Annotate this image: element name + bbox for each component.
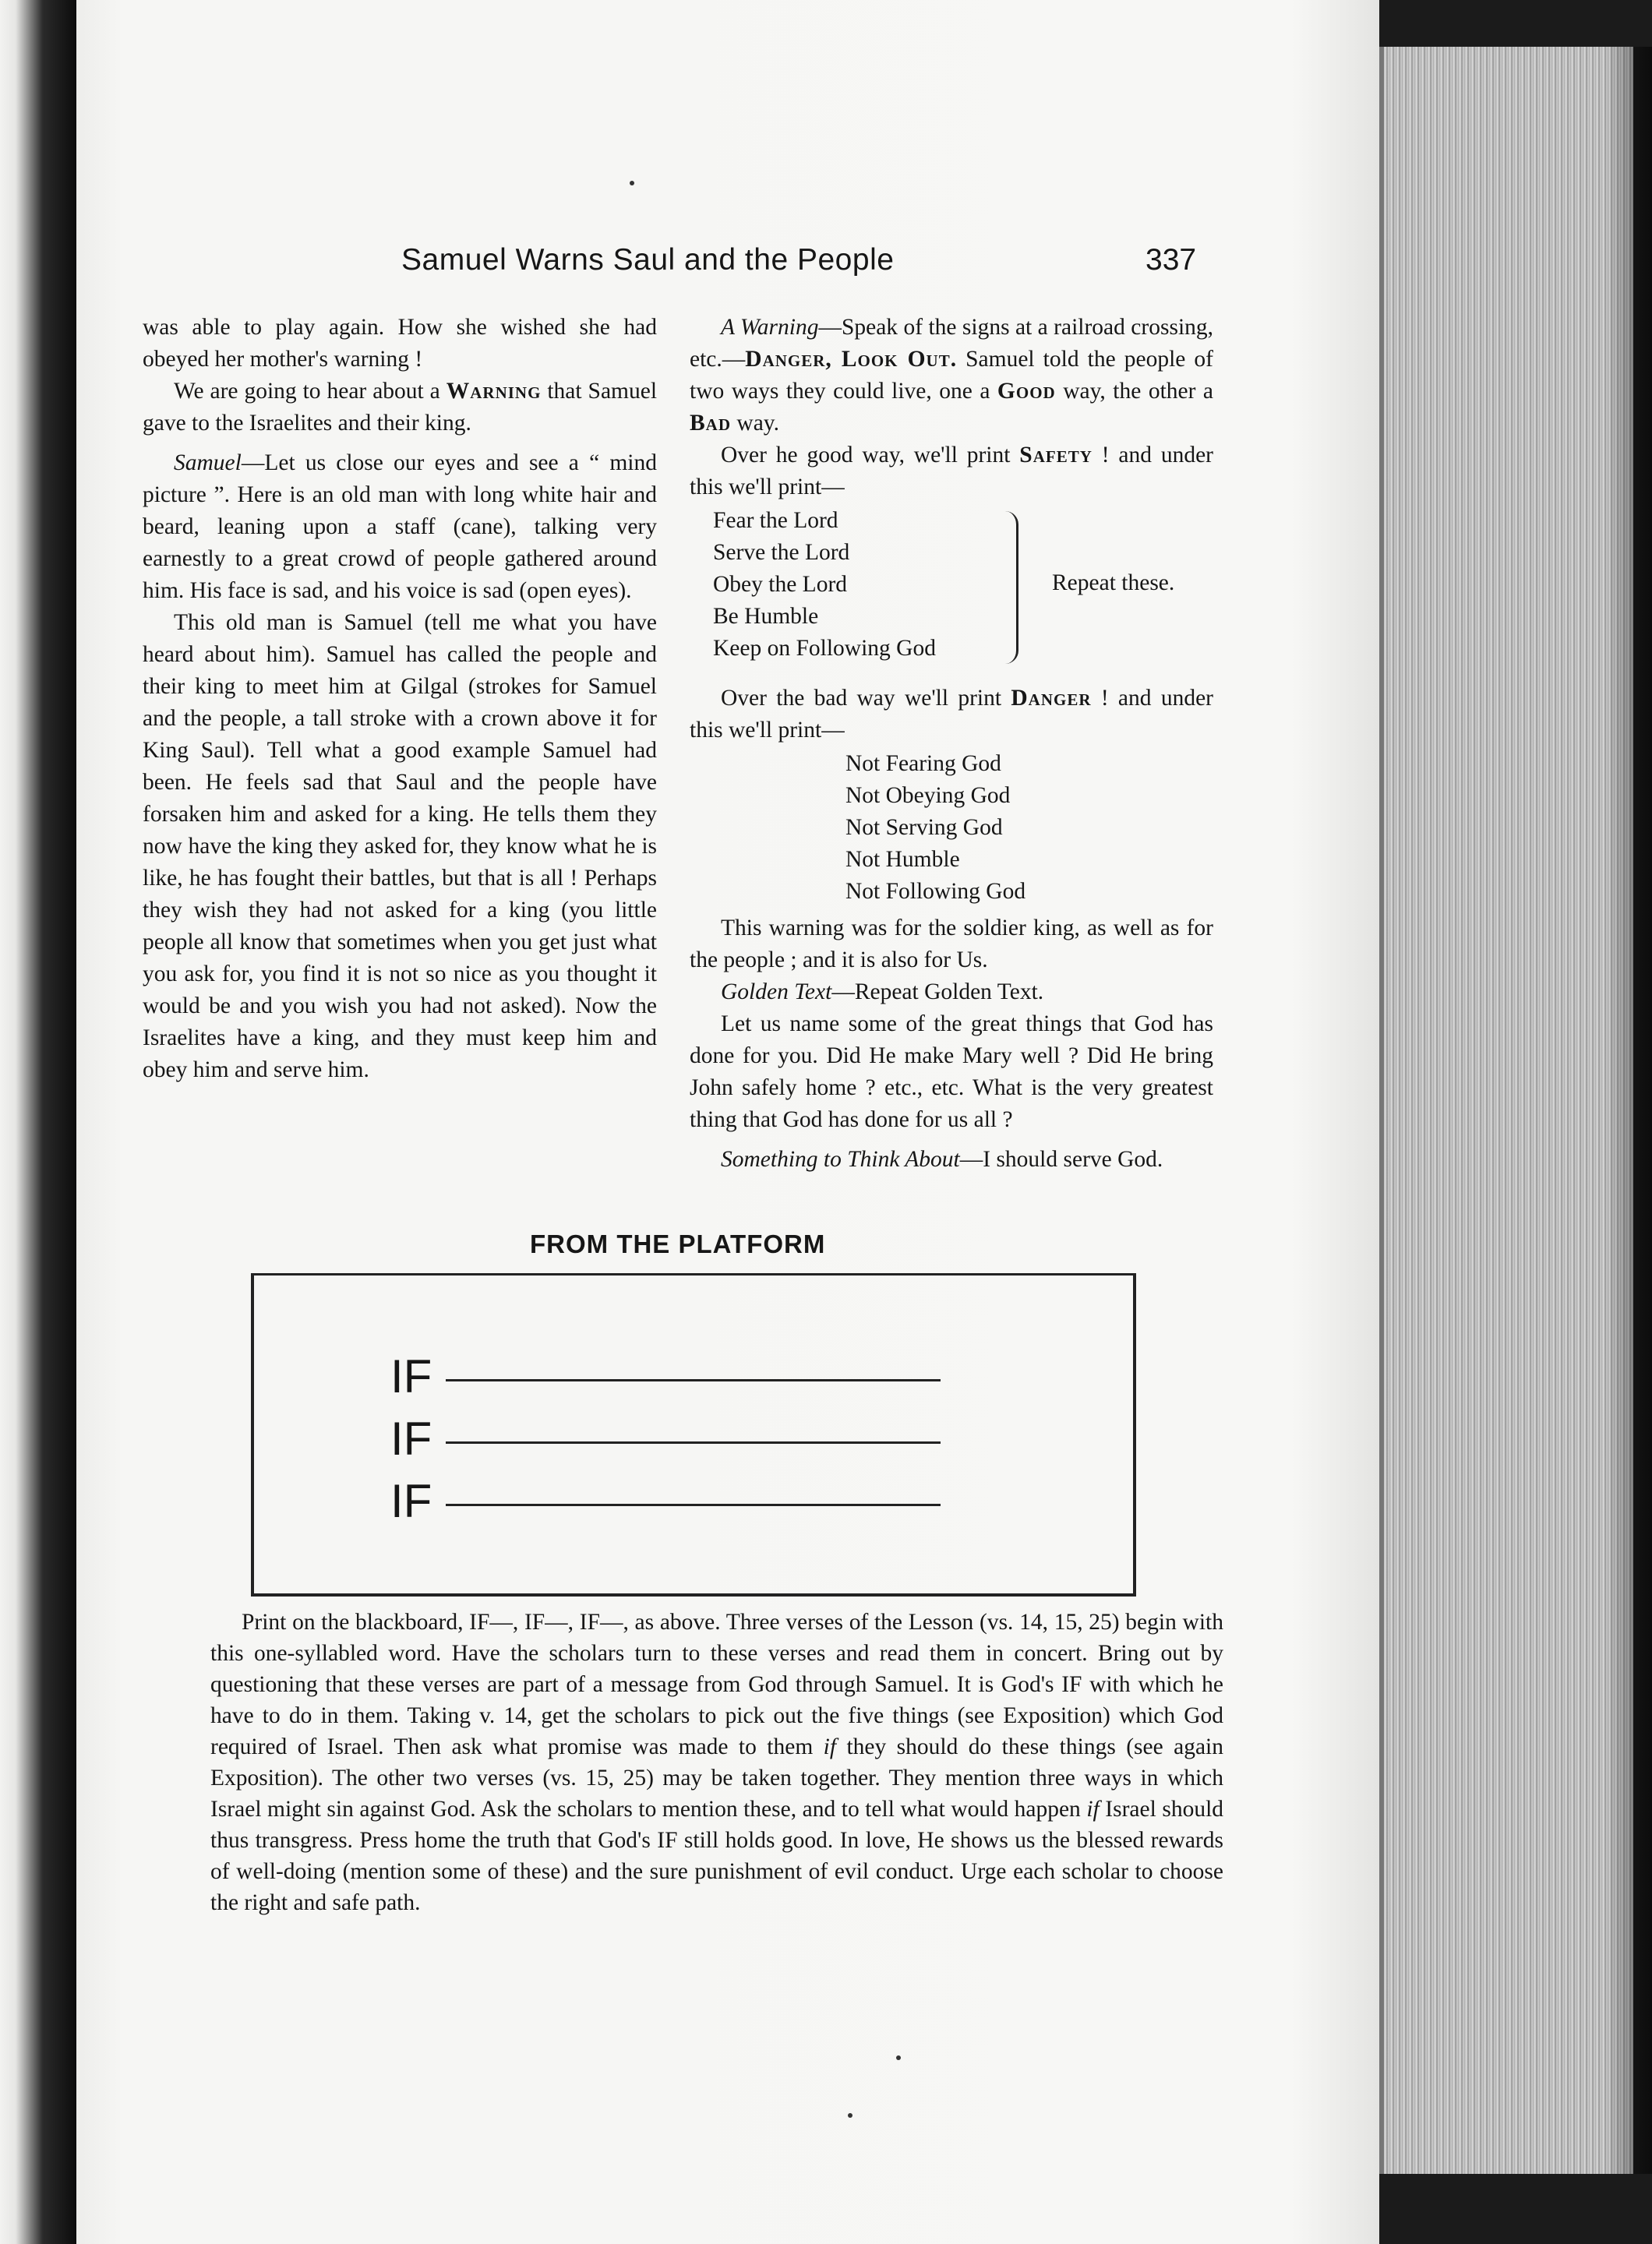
blank-line [446,1441,941,1444]
paragraph: Samuel—Let us close our eyes and see a “ mind picture ”. Here is an old man with long white hair and beard, leaning upon a staff (cane), talking very earnestly to a great crowd of people gathered around him. His face is sad, and his voice is sad (open eyes). [143,450,657,603]
blank-line [446,1379,941,1381]
list-item: Not Serving God [845,815,1003,840]
paragraph: This warning was for the soldier king, as well as for the people ; and it is also for Us. [690,916,1213,972]
if-row [390,1413,941,1465]
list-item: Fear the Lord [713,508,838,533]
blackboard-box [251,1273,1136,1597]
if-label: IF [390,1475,432,1527]
paragraph: Print on the blackboard, IF—, IF—, IF—, as above. Three verses of the Lesson (vs. 14, 15, 25) begin with this one-syllabled word. Have the scholars turn to these verses and read them in concert. Bring out by questioning that these verses are part of a message from God through Samuel. It is God's IF with which he have to do in them. Taking v. 14, get the scholars to pick out the five things (see Exposition) which God required of Israel. Then ask what promise was made to them if they should do these things (see again Exposition). The other two verses (vs. 15, 25) may be taken together. They mention three ways in which Israel might sin against God. Ask the scholars to mention these, and to tell what would happen if Israel should thus transgress. Press home the truth that God's IF still holds good. In love, He shows us the blessed rewards of well-doing (mention some of these) and the sure punishment of evil conduct. Urge each scholar to choose the right and safe path. [210,1610,1224,1915]
danger-list [845,748,1213,908]
paragraph: Golden Text—Repeat Golden Text. [721,979,1044,1004]
list-item: Keep on Following God [713,636,936,661]
page-fore-edge-shadow [1605,47,1652,2174]
speck [630,181,634,185]
running-head: Samuel Warns Saul and the People [401,243,895,277]
if-label: IF [390,1350,432,1402]
if-row [390,1475,941,1527]
paragraph: We are going to hear about a Warning that Samuel gave to the Israelites and their king. [143,379,658,436]
paragraph: Over the bad way we'll print Danger ! and under this we'll print— [690,686,1213,743]
page-fore-edge [1379,47,1633,2174]
list-item: Be Humble [713,604,819,629]
section-title: FROM THE PLATFORM [530,1230,826,1258]
list-item: Obey the Lord [713,572,848,597]
paragraph: was able to play again. How she wished she had obeyed her mother's warning ! [143,315,657,372]
left-column [143,312,657,1086]
paragraph: Let us name some of the great things that God has done for you. Did He make Mary well ? Did He bring John safely home ? etc., etc. What is the very greatest thing that God has done for us all ? [690,1011,1213,1132]
page-number: 337 [1145,243,1197,277]
paragraph: A Warning—Speak of the signs at a railroad crossing, etc.—Danger, Look Out. Samuel told the people of two ways they could live, one a Good way, the other a Bad way. [690,315,1214,436]
list-item: Not Fearing God [845,751,1001,776]
list-item: Not Humble [845,847,960,872]
paragraph: Over he good way, we'll print Safety ! and under this we'll print— [690,443,1213,499]
if-row [390,1350,941,1402]
book-gutter [0,0,76,2244]
repeat-note: Repeat these. [1052,570,1175,595]
paragraph: Something to Think About—I should serve God. [721,1147,1163,1172]
blank-line [446,1504,941,1506]
speck [896,2055,901,2060]
list-item: Serve the Lord [713,540,850,565]
brace-icon [1005,511,1018,664]
list-item: Not Obeying God [845,783,1011,808]
platform-instructions [210,1607,1223,1918]
if-label: IF [390,1413,432,1465]
list-item: Not Following God [845,879,1026,904]
repeat-list [690,505,1213,678]
speck [848,2113,852,2118]
right-column [690,312,1213,1176]
paragraph: This old man is Samuel (tell me what you have heard about him). Samuel has called the people and their king to meet him at Gilgal (strokes for Samuel and the people, a tall stroke with a crown above it for King Saul). Tell what a good example Samuel had been. He feels sad that Saul and the people have forsaken him and asked for a king. He tells them they now have the king they asked for, they know what he is like, he has fought their battles, but that is all ! Perhaps they wish they had not asked for a king (you little people all know that sometimes when you get just what you ask for, you find it is not so nice as you thought it would be and you wish you had not asked). Now the Israelites have a king, and they must keep him and obey him and serve him. [143,610,657,1082]
